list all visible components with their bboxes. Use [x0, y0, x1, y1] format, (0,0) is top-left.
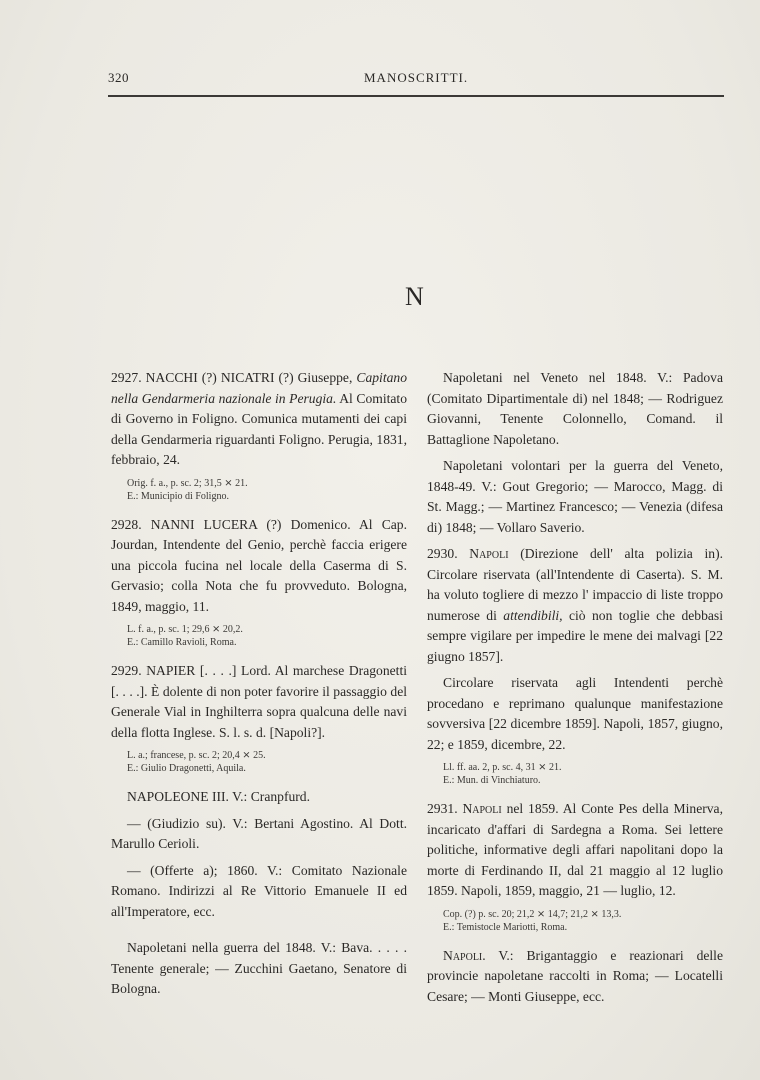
entry-2931	[427, 799, 723, 902]
note-line: Cop. (?) p. sc. 20; 21,2 ⨯ 14,7; 21,2 ⨯ 13,3.	[443, 908, 622, 920]
entry-italic: Capitano nella Gendarmeria nazionale in Perugia.	[111, 370, 407, 406]
entry-text: ciò non toglie che debbasi sempre vigilare per impedire le mene dei malvagi [22 giugno 1857].	[427, 607, 723, 664]
entry-head: Napoli.	[443, 947, 486, 963]
entry-italic: attendibili,	[503, 607, 563, 623]
entry-2929: 2929. NAPIER [. . . .] Lord. Al marchese Dragonetti [. . . .]. È dolente di non poter favorire il passaggio del Generale Vial in Inghilterra sopra qualcuna delle navi della flotta Inglese. S. l. s. d. [Napoli?].	[111, 663, 407, 740]
note-line: E.: Camillo Ravioli, Roma.	[127, 637, 237, 648]
crossref-offerte: — (Offerte a); 1860. V.: Comitato Nazionale Romano. Indirizzi al Re Vittorio Emanuele II ed all'Imperatore, ecc.	[111, 862, 407, 919]
entry-number: 2931.	[427, 801, 463, 816]
entry-2930	[427, 544, 723, 667]
note-line: L. a.; francese, p. sc. 2; 20,4 ⨯ 25.	[127, 750, 266, 761]
right-column	[427, 368, 723, 1013]
left-column	[111, 368, 407, 1006]
entry-note	[127, 477, 407, 503]
entry-text: V.: Brigantaggio e reazionari delle provincie napoletane raccolti in Roma; — Locatelli Cesare; — Monti Giuseppe, ecc.	[427, 947, 723, 1004]
note-line: Orig. f. a., p. sc. 2; 31,5 ⨯ 21.	[127, 477, 248, 489]
section-letter: N	[405, 282, 424, 311]
entry-note	[127, 749, 407, 775]
note-line: E.: Mun. di Vinchiaturo.	[443, 775, 541, 786]
entry-2928: 2928. NANNI LUCERA (?) Domenico. Al Cap. Jourdan, Intendente del Genio, perchè faccia erigere una piccola fucina nel locale della Caserma di S. Gervasio; colla Nota che fu provveduto. Bologna, 1849, maggio, 11.	[111, 516, 407, 614]
crossref-brigantaggio	[427, 946, 723, 1008]
note-line: E.: Temistocle Mariotti, Roma.	[443, 921, 568, 933]
entry-head: Napoli	[469, 546, 509, 561]
entry-text: nel 1859. Al Conte Pes della Minerva, incaricato d'affari di Sardegna a Roma. Sei lettere politiche, informative degli affari napolitani dopo la morte di Ferdinando II, dal 21 maggio al 12 luglio 1859. Napoli, 1859, maggio, 21 — luglio, 12.	[427, 801, 723, 898]
entry-text: Al Comitato di Governo in Foligno. Comunica mutamenti dei capi della Gendarmeria riguardanti Foligno. Perugia, 1831, febbraio, 24.	[111, 390, 407, 467]
note-line: L. f. a., p. sc. 1; 29,6 ⨯ 20,2.	[127, 624, 243, 635]
note-line: Ll. ff. aa. 2, p. sc. 4, 31 ⨯ 21.	[443, 762, 562, 773]
crossref-guerra: Napoletani nella guerra del 1848. V.: Bava. . . . . Tenente generale; — Zucchini Gaetano, Senatore di Bologna.	[111, 940, 407, 996]
entry-2927	[111, 368, 407, 471]
entry-note	[443, 761, 723, 787]
entry-note	[127, 623, 407, 649]
note-line: E.: Municipio di Foligno.	[127, 490, 229, 502]
crossref-napoleone: NAPOLEONE III. V.: Cranpfurd.	[127, 789, 310, 804]
entry-note	[443, 908, 723, 934]
crossref-veneto: Napoletani nel Veneto nel 1848. V.: Padova (Comitato Dipartimentale di) nel 1848; — Rodriguez Giovanni, Tenente Colonnello, Comand. il Battaglione Napoletano.	[427, 370, 723, 447]
entry-head: Napoli	[462, 801, 502, 816]
entry-number: 2930.	[427, 546, 470, 561]
crossref-giudizio: — (Giudizio su). V.: Bertani Agostino. Al Dott. Marullo Cerioli.	[111, 815, 407, 851]
entry-text: 2927. NACCHI (?) NICATRI (?) Giuseppe,	[111, 370, 357, 385]
page-number: 320	[108, 70, 129, 85]
header-rule	[108, 95, 724, 97]
entry-2930-cont: Circolare riservata agli Intendenti perchè procedano e reprimano qualunque manifestazione sovversiva [22 dicembre 1859]. Napoli, 1857, giugno, 22; e 1859, dicembre, 22.	[427, 675, 723, 752]
entry-text: (Direzione dell' alta polizia in). Circolare riservata (all'Intendente di Caserta). S. M. ha voluto togliere di mezzo l' impaccio di liste troppo numerose di	[427, 546, 723, 623]
note-line: E.: Giulio Dragonetti, Aquila.	[127, 763, 246, 774]
crossref-volontari: Napoletani volontari per la guerra del Veneto, 1848-49. V.: Gout Gregorio; — Marocco, Magg. di St. Magg.; — Martinez Francesco; — Venezia (difesa di) 1848; — Vollaro Saverio.	[427, 458, 723, 535]
running-title: MANOSCRITTI.	[364, 70, 469, 85]
